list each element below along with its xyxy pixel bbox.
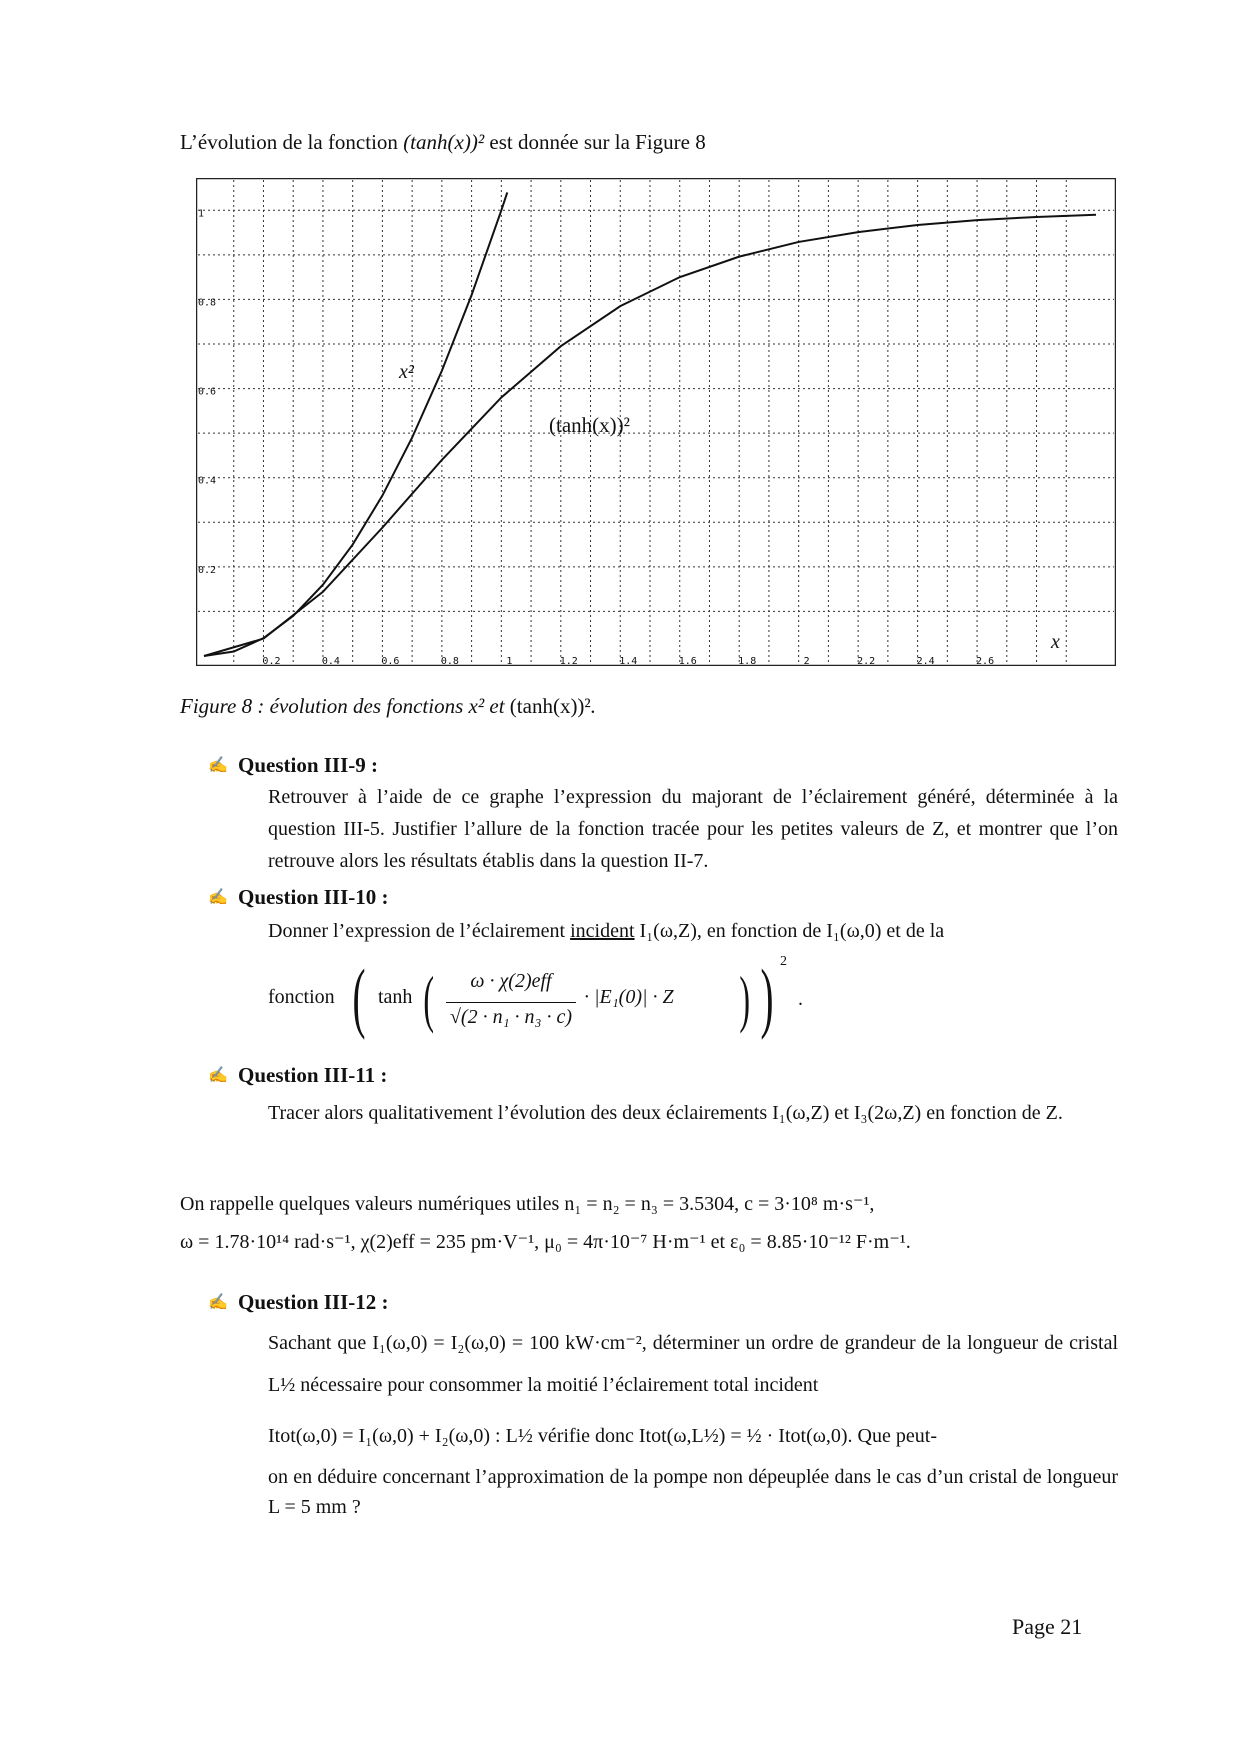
x-tick-label: 2.2	[857, 656, 876, 666]
axis-label-x: x	[1051, 631, 1060, 653]
caption-end: .	[590, 694, 596, 718]
q10-text-b: I₁(ω,Z), en fonction de I₁(ω,0) et de la	[634, 920, 945, 942]
chart-frame	[197, 179, 1116, 666]
x-tick-label: 1	[506, 656, 513, 666]
formula-power: 2	[780, 954, 787, 969]
caption-f1: x²	[468, 694, 485, 718]
question-title-text: Question III-12 :	[238, 1290, 389, 1314]
x-tick-label: 2	[803, 656, 810, 666]
intro-line	[180, 130, 706, 155]
question-iii-9	[208, 753, 1118, 778]
formula-denominator: √(2 · n₁ · n₃ · c)	[449, 1006, 573, 1028]
caption-prefix: Figure 8 : évolution des fonctions	[180, 694, 469, 718]
figure-8-chart	[196, 178, 1116, 666]
x-tick-label: 1.8	[738, 656, 757, 666]
question-iii-12-text-1: Sachant que I₁(ω,0) = I₂(ω,0) = 100 kW·cm⁻², déterminer un ordre de grandeur de la longueur de cristal L½ nécessaire pour consommer la moitié l’éclairement total incident	[268, 1332, 1118, 1396]
question-title-text: Question III-9 :	[238, 753, 379, 777]
y-tick-label: 0.8	[198, 297, 217, 309]
formula-fraction-bar	[446, 1002, 576, 1003]
figure-caption	[180, 694, 596, 719]
intro-text-after: est donnée sur la Figure 8	[484, 130, 706, 154]
question-iii-10-text	[268, 915, 1118, 947]
y-tick-label: 0.4	[198, 475, 217, 487]
formula-numerator: ω · χ(2)eff	[470, 970, 552, 992]
label-x-squared: x²	[399, 361, 414, 383]
question-title	[208, 753, 1118, 778]
question-iii-10	[208, 885, 1118, 910]
x-tick-label: 0.2	[262, 656, 281, 666]
formula-paren-inner-close: )	[739, 963, 750, 1034]
recall-values	[180, 1185, 1120, 1261]
question-title-text: Question III-10 :	[238, 885, 389, 909]
q10-formula	[268, 953, 828, 1040]
question-iii-12-text-3: on en déduire concernant l’approximation de la pompe non dépeuplée dans le cas d’un cristal de longueur L = 5 mm ?	[268, 1466, 1118, 1518]
y-tick-label: 0.6	[198, 386, 217, 398]
recall-line-1: On rappelle quelques valeurs numériques utiles n₁ = n₂ = n₃ = 3.5304, c = 3·10⁸ m·s⁻¹,	[180, 1193, 875, 1215]
recall-line-2: ω = 1.78·10¹⁴ rad·s⁻¹, χ(2)eff = 235 pm·V⁻¹, μ₀ = 4π·10⁻⁷ H·m⁻¹ et ε₀ = 8.85·10⁻¹² F·m⁻¹.	[180, 1231, 911, 1253]
intro-function: (tanh(x))²	[403, 130, 485, 154]
question-title	[208, 1290, 1118, 1315]
y-tick-label: 1	[198, 208, 205, 220]
formula-paren-inner-open: (	[423, 963, 434, 1034]
x-tick-label: 2.4	[916, 656, 935, 666]
formula-end: .	[798, 988, 803, 1010]
question-title-text: Question III-11 :	[238, 1063, 388, 1087]
formula-tail: · |E₁(0)| · Z	[584, 986, 674, 1008]
formula-paren-open: (	[352, 953, 366, 1040]
question-iii-11	[208, 1063, 1118, 1088]
x-tick-label: 0.4	[321, 656, 340, 666]
pen-icon: ✍	[208, 889, 228, 906]
x-tick-label: 1.6	[678, 656, 697, 666]
question-title	[208, 1063, 1118, 1088]
q10-text-a: Donner l’expression de l’éclairement	[268, 920, 571, 942]
y-tick-label: 0.2	[198, 564, 217, 576]
question-iii-9-text: Retrouver à l’aide de ce graphe l’expression du majorant de l’éclairement généré, déterminée à la question III-5. Justifier l’allure de la fonction tracée pour les petites valeurs de Z, et montrer que l’on retrouve alors les résultats établis dans la question II-7.	[268, 786, 1118, 872]
question-iii-12-text-2: Itot(ω,0) = I₁(ω,0) + I₂(ω,0) : L½ vérifie donc Itot(ω,L½) = ½ · Itot(ω,0). Que peut-	[268, 1425, 937, 1447]
x-tick-label: 0.6	[381, 656, 400, 666]
page-number: Page 21	[1012, 1614, 1083, 1639]
caption-mid: et	[484, 694, 510, 718]
pen-icon: ✍	[208, 1294, 228, 1311]
x-tick-label: 2.6	[976, 656, 995, 666]
pen-icon: ✍	[208, 1067, 228, 1084]
question-iii-11-text: Tracer alors qualitativement l’évolution des deux éclairements I₁(ω,Z) et I₃(2ω,Z) en fonction de Z.	[268, 1102, 1063, 1124]
q10-underlined: incident	[570, 920, 635, 942]
intro-text-before: L’évolution de la fonction	[180, 130, 404, 154]
label-tanh-squared: (tanh(x))²	[549, 413, 630, 437]
pen-icon: ✍	[208, 757, 228, 774]
formula-tanh: tanh	[378, 986, 413, 1008]
question-iii-12	[208, 1290, 1118, 1315]
formula-label: fonction	[268, 986, 335, 1008]
x-tick-label: 1.2	[559, 656, 578, 666]
formula-paren-close: )	[760, 953, 774, 1040]
caption-f2: (tanh(x))²	[509, 694, 591, 718]
x-tick-label: 0.8	[440, 656, 459, 666]
x-tick-label: 1.4	[619, 656, 638, 666]
question-title	[208, 885, 1118, 910]
